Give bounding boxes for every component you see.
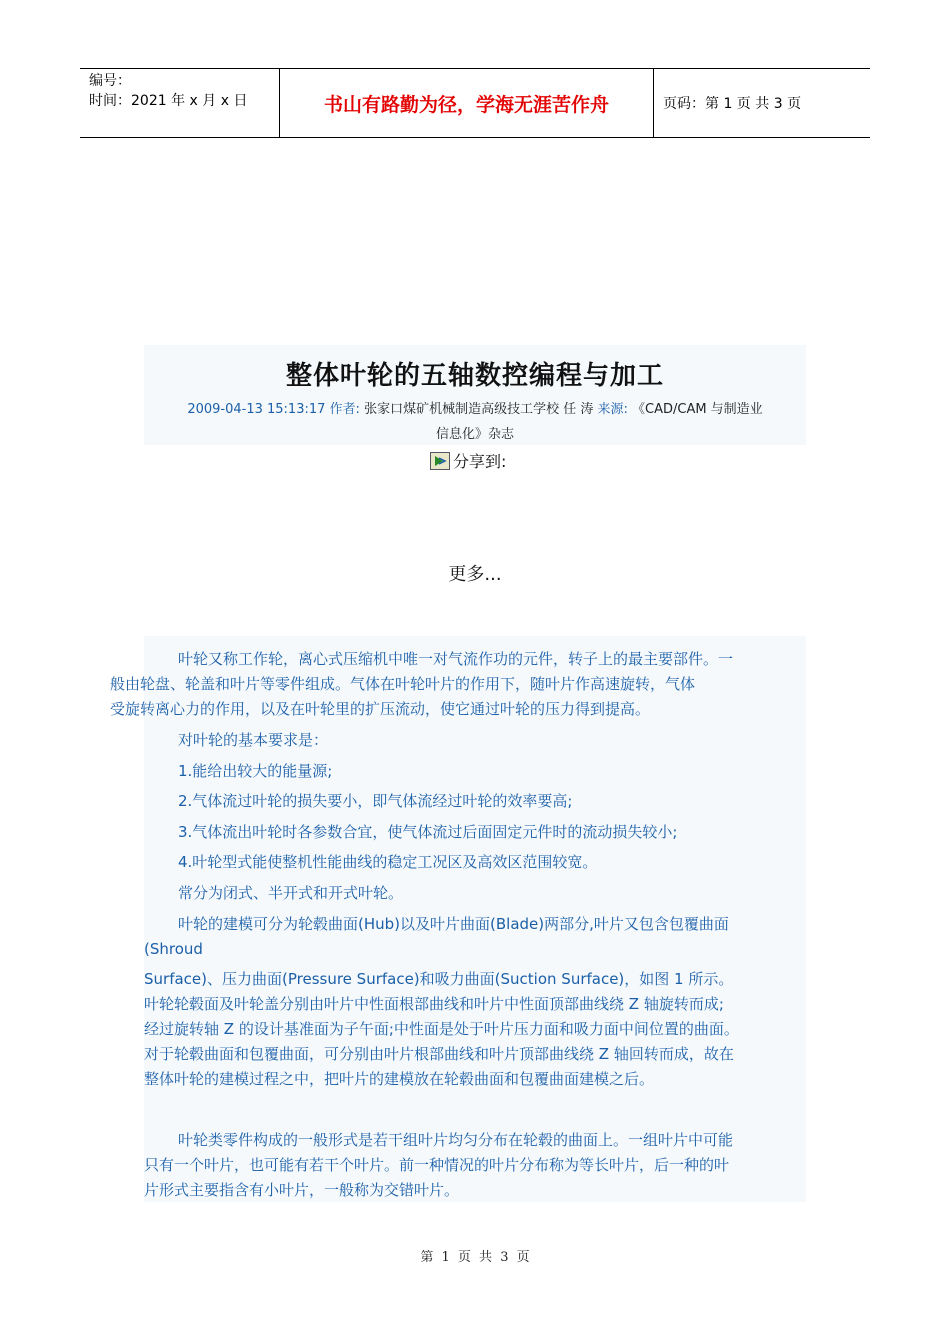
list-item: 4.叶轮型式能使整机性能曲线的稳定工况区及高效区范围较宽。 [178, 853, 598, 871]
header-page-info: 页码：第 1 页 共 3 页 [663, 96, 802, 112]
article-author: 张家口煤矿机械制造高级技工学校 任 涛 [364, 402, 594, 417]
source-label: 来源: [597, 402, 628, 417]
article-meta [144, 397, 806, 447]
header-motto: 书山有路勤为径，学海无涯苦作舟 [280, 69, 654, 137]
paragraph-requirements-heading: 对叶轮的基本要求是： [178, 731, 329, 749]
article-source-cont: 信息化》杂志 [435, 427, 514, 442]
share-icon[interactable] [430, 452, 450, 470]
list-item: 2.气体流过叶轮的损失要小，即气体流经过叶轮的效率要高; [178, 792, 573, 810]
document-time: 时间：2021 年 x 月 x 日 [89, 93, 248, 109]
article-title: 整体叶轮的五轴数控编程与加工 [285, 361, 664, 391]
article-title-block [144, 345, 806, 445]
paragraph-blade-forms: 叶轮类零件构成的一般形式是若干组叶片均匀分布在轮毂的曲面上。一组叶片中可能 只有一个叶片，也可能有若干个叶片。前一种情况的叶片分布称为等长叶片，后一种的叶 片形式主要指含有小叶片，一般称为交错叶片。 [144, 1131, 734, 1199]
list-item: 1.能给出较大的能量源; [178, 762, 333, 780]
article-source: 《CAD/CAM 与制造业 [632, 402, 763, 417]
author-label: 作者: [329, 402, 360, 417]
header-meta [80, 69, 280, 137]
paragraph-surfaces: Surface)、压力曲面(Pressure Surface)和吸力曲面(Suction Surface)，如图 1 所示。 叶轮轮毂面及叶轮盖分别由叶片中性面根部曲线和叶片中性面顶部曲线绕 Z 轴旋转而成; 经过旋转轴 Z 的设计基准面为子午面;中性面是处于叶片压力面和吸力面中间位置的曲面。 对于轮毂曲面和包覆曲面，可分别由叶片根部曲线和叶片顶部曲线绕 Z 轴回转而成，故在 整体叶轮的建模过程之中，把叶片的建模放在轮毂曲面和包覆曲面建模之后。 [144, 970, 739, 1088]
page-footer: 第 1 页 共 3 页 [420, 1250, 530, 1265]
paragraph-modeling: 叶轮的建模可分为轮毂曲面(Hub)以及叶片曲面(Blade)两部分,叶片又包含包覆曲面 (Shroud [144, 915, 729, 958]
share-label: 分享到: [453, 452, 507, 471]
list-item: 3.气体流出叶轮时各参数合宜，使气体流过后面固定元件时的流动损失较小; [178, 823, 678, 841]
share-bar[interactable] [430, 449, 506, 472]
page-header [80, 68, 870, 138]
document-number: 编号： [89, 73, 131, 89]
more-link[interactable]: 更多... [448, 564, 502, 585]
paragraph-intro: 叶轮又称工作轮，离心式压缩机中唯一对气流作功的元件，转子上的最主要部件。一 般由轮盘、轮盖和叶片等零件组成。气体在叶轮叶片的作用下，随叶片作高速旋转，气体 受旋转离心力的作用，以及在叶轮里的扩压流动，使它通过叶轮的压力得到提高。 [110, 650, 734, 718]
paragraph-types: 常分为闭式、半开式和开式叶轮。 [178, 884, 404, 902]
article-date: 2009-04-13 15:13:17 [187, 402, 326, 417]
